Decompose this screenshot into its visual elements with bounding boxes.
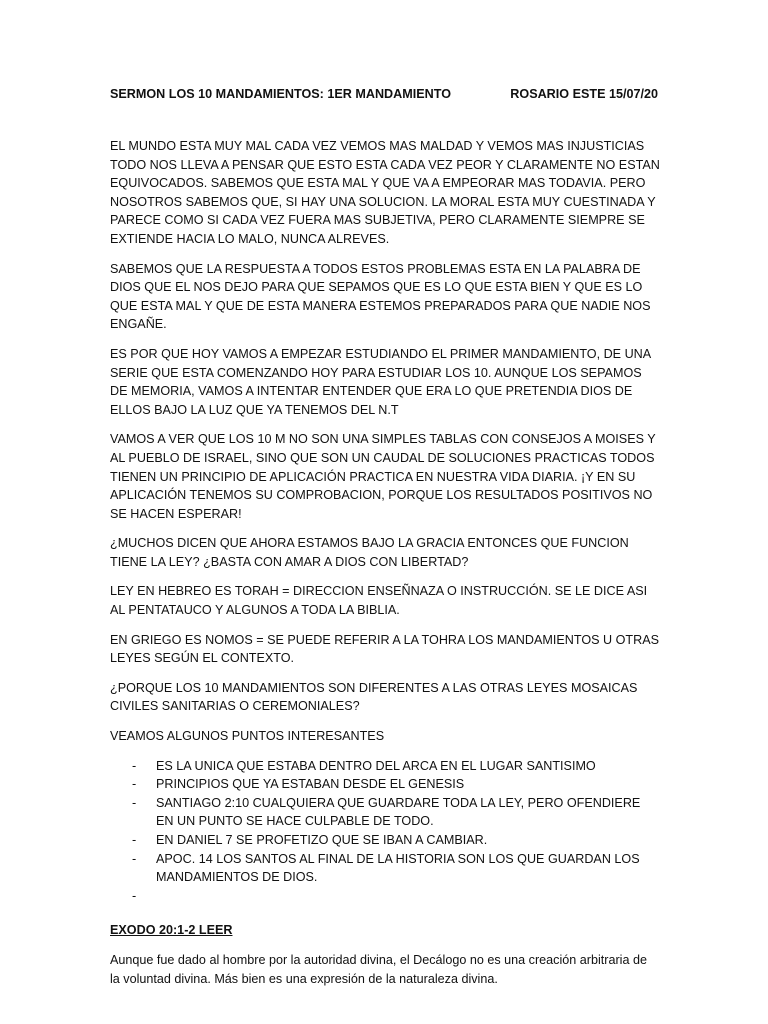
paragraph: SABEMOS QUE LA RESPUESTA A TODOS ESTOS PROBLEMAS ESTA EN LA PALABRA DE DIOS QUE EL NOS DEJO PARA QUE SEPAMOS QUE ES LO QUE ESTA BIEN Y QUE ES LO QUE ESTA MAL Y QUE DE ESTA MANERA ESTEMOS PREPARADOS PARA QUE NADIE NOS ENGAÑE.	[110, 261, 651, 332]
section-subheading: EXODO 20:1-2 LEER	[110, 923, 233, 938]
paragraph: ¿PORQUE LOS 10 MANDAMIENTOS SON DIFERENTES A LAS OTRAS LEYES MOSAICAS CIVILES SANITARIAS O CEREMONIALES?	[110, 680, 638, 714]
bullet-dash: -	[132, 833, 137, 847]
bullet-list	[110, 757, 660, 906]
paragraph: EN GRIEGO ES NOMOS = SE PUEDE REFERIR A LA TOHRA LOS MANDAMIENTOS U OTRAS LEYES SEGÚN EL CONTEXTO.	[110, 632, 660, 666]
document-title: SERMON LOS 10 MANDAMIENTOS: 1ER MANDAMIENTO	[110, 87, 451, 101]
author-date: ROSARIO ESTE 15/07/20	[510, 87, 658, 101]
closing-paragraph: Aunque fue dado al hombre por la autoridad divina, el Decálogo no es una creación arbitraria de la voluntad divina. Más bien es una expresión de la naturaleza divina.	[110, 952, 647, 986]
document-body	[110, 137, 660, 999]
paragraph: LEY EN HEBREO ES TORAH = DIRECCION ENSEÑNAZA O INSTRUCCIÓN. SE LE DICE ASI AL PENTATAUCO Y ALGUNOS A TODA LA BIBLIA.	[110, 584, 648, 618]
list-item-text: APOC. 14 LOS SANTOS AL FINAL DE LA HISTORIA SON LOS QUE GUARDAN LOS MANDAMIENTOS DE DIOS.	[156, 851, 640, 885]
list-item-text: PRINCIPIOS QUE YA ESTABAN DESDE EL GENESIS	[156, 777, 465, 792]
paragraph: ¿MUCHOS DICEN QUE AHORA ESTAMOS BAJO LA GRACIA ENTONCES QUE FUNCION TIENE LA LEY? ¿BASTA CON AMAR A DIOS CON LIBERTAD?	[110, 536, 629, 569]
bullet-dash: -	[132, 851, 137, 866]
list-item-text: SANTIAGO 2:10 CUALQUIERA QUE GUARDARE TODA LA LEY, PERO OFENDIERE EN UN PUNTO SE HACE CULPABLE DE TODO.	[156, 795, 641, 829]
paragraph: ES POR QUE HOY VAMOS A EMPEZAR ESTUDIANDO EL PRIMER MANDAMIENTO, DE UNA SERIE QUE ESTA COMENZANDO HOY PARA ESTUDIAR LOS 10. AUNQUE LOS SEPAMOS DE MEMORIA, VAMOS A INTENTAR ENTENDER QUE ERA LO QUE PRETENDIA DIOS DE ELLOS BAJO LA LUZ QUE YA TENEMOS DEL N.T	[110, 346, 651, 417]
paragraph: EL MUNDO ESTA MUY MAL CADA VEZ VEMOS MAS MALDAD Y VEMOS MAS INJUSTICIAS TODO NOS LLEVA A PENSAR QUE ESTO ESTA CADA VEZ PEOR Y CLARAMENTE NO ESTAN EQUIVOCADOS. SABEMOS QUE ESTA MAL Y QUE VA A EMPEORAR MAS TODAVIA. PERO NOSOTROS SABEMOS QUE, SI HAY UNA SOLUCION. LA MORAL ESTA MUY CUESTINADA Y PARECE COMO SI CADA VEZ FUERA MAS SUBJETIVA, PERO CLARAMENTE SIEMPRE SE EXTIENDE HACIA LO MALO, NUNCA ALREVES.	[110, 139, 660, 246]
list-item	[110, 887, 660, 906]
bullet-dash: -	[132, 888, 137, 903]
list-item	[110, 831, 660, 850]
paragraph: VEAMOS ALGUNOS PUNTOS INTERESANTES	[110, 729, 385, 744]
list-item-text: EN DANIEL 7 SE PROFETIZO QUE SE IBAN A CAMBIAR.	[156, 833, 488, 847]
list-item	[110, 757, 660, 776]
bullet-dash: -	[132, 795, 137, 810]
list-item	[110, 850, 660, 887]
list-item-text: ES LA UNICA QUE ESTABA DENTRO DEL ARCA EN EL LUGAR SANTISIMO	[156, 758, 596, 773]
list-item	[110, 794, 660, 831]
paragraph: VAMOS A VER QUE LOS 10 M NO SON UNA SIMPLES TABLAS CON CONSEJOS A MOISES Y AL PUEBLO DE ISRAEL, SINO QUE SON UN CAUDAL DE SOLUCIONES PRACTICAS TODOS TIENEN UN PRINCIPIO DE APLICACIÓN PRACTICA EN NUESTRA VIDA DIARIA. ¡Y EN SU APLICACIÓN TENEMOS SU COMPROBACION, PORQUE LOS RESULTADOS POSITIVOS NO SE HACEN ESPERAR!	[110, 432, 656, 521]
bullet-dash: -	[132, 777, 137, 792]
list-item	[110, 775, 660, 794]
bullet-dash: -	[132, 758, 137, 773]
